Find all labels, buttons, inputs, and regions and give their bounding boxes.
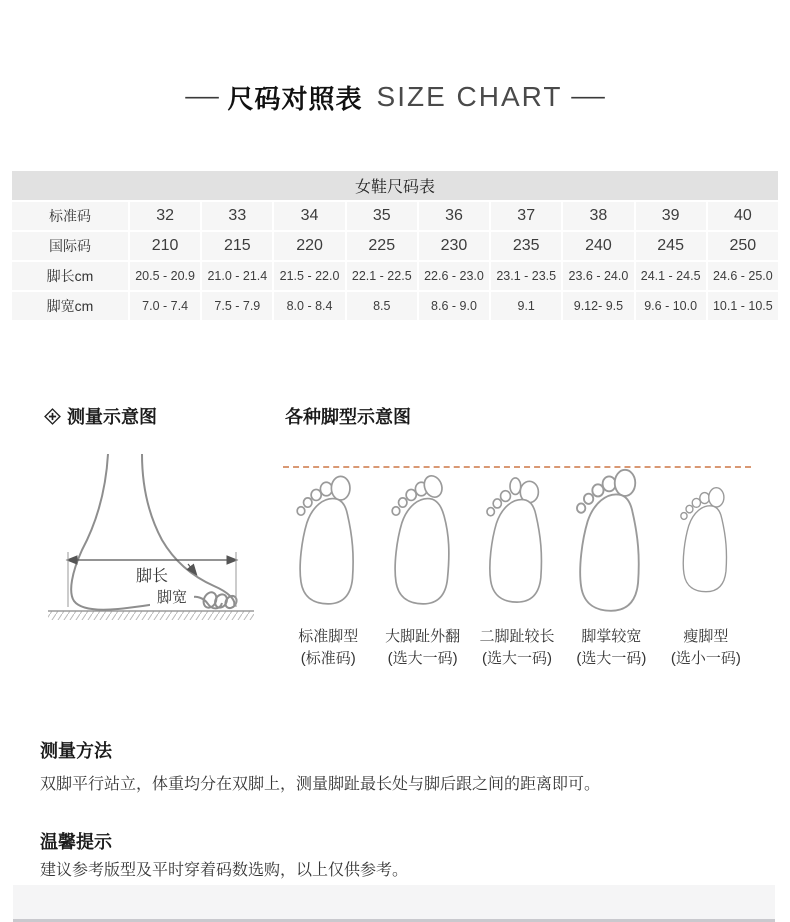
foot-type-name: 大脚趾外翻 (385, 628, 461, 645)
foot-thin-illustration (675, 462, 737, 614)
toe-reference-dashed-line (283, 466, 751, 468)
measure-heading-label: 测量示意图 (67, 407, 157, 427)
size-cell: 240 (563, 232, 633, 260)
foot-type-advice: (选小一码) (670, 650, 741, 667)
size-cell: 23.1 - 23.5 (491, 262, 561, 290)
size-cell: 220 (274, 232, 344, 260)
foot-type-name: 标准脚型 (298, 628, 359, 645)
foot-width-label: 脚宽 (156, 589, 188, 606)
size-cell: 7.5 - 7.9 (202, 292, 272, 320)
foot-type-name: 脚掌较宽 (581, 628, 642, 645)
size-cell: 38 (563, 202, 633, 230)
foot-type-labels-row (281, 626, 753, 670)
foot-type-label (281, 626, 375, 670)
size-cell: 37 (491, 202, 561, 230)
size-cell: 21.0 - 21.4 (202, 262, 272, 290)
size-cell: 250 (708, 232, 778, 260)
foot-type-label (564, 626, 658, 670)
size-cell: 36 (419, 202, 489, 230)
ground-hatch (48, 611, 254, 620)
foot-type-item (470, 456, 564, 614)
page-title-english: SIZE CHART (376, 81, 563, 112)
foot-type-advice: (标准码) (300, 650, 356, 667)
foot-types-heading (285, 403, 411, 429)
foot-type-advice: (选大一码) (482, 650, 553, 667)
foot-side-view-illustration (38, 452, 264, 624)
size-cell: 235 (491, 232, 561, 260)
foot-type-advice: (选大一码) (576, 650, 647, 667)
diamond-plus-icon (44, 408, 61, 425)
size-cell: 24.1 - 24.5 (636, 262, 706, 290)
size-cell: 8.5 (347, 292, 417, 320)
foot-type-advice: (选大一码) (387, 650, 458, 667)
size-cell: 9.1 (491, 292, 561, 320)
size-chart-table (12, 171, 778, 320)
foot-type-label (470, 626, 564, 670)
foot-types-panel (281, 456, 753, 686)
foot-long-second-toe-illustration (480, 462, 554, 614)
size-cell: 22.6 - 23.0 (419, 262, 489, 290)
foot-type-name: 瘦脚型 (683, 628, 729, 645)
size-cell: 215 (202, 232, 272, 260)
size-cell: 32 (130, 202, 200, 230)
size-cell: 9.6 - 10.0 (636, 292, 706, 320)
size-cell: 245 (636, 232, 706, 260)
foot-type-item (281, 456, 375, 614)
row-label: 脚长cm (12, 262, 128, 290)
size-cell: 210 (130, 232, 200, 260)
measurement-method-body: 双脚平行站立，体重均分在双脚上，测量脚趾最长处与脚后跟之间的距离即可。 (40, 776, 601, 793)
size-cell: 20.5 - 20.9 (130, 262, 200, 290)
size-cell: 24.6 - 25.0 (708, 262, 778, 290)
size-cell: 9.12- 9.5 (563, 292, 633, 320)
table-row-international-size (12, 232, 778, 260)
row-label: 标准码 (12, 202, 128, 230)
foot-type-label (659, 626, 753, 670)
size-cell: 21.5 - 22.0 (274, 262, 344, 290)
table-row-foot-length (12, 262, 778, 290)
tips-body: 建议参考版型及平时穿着码数选购，以上仅供参考。 (40, 862, 409, 879)
size-cell: 230 (419, 232, 489, 260)
footer-strip (13, 885, 775, 922)
table-caption: 女鞋尺码表 (12, 171, 778, 200)
foot-type-item (564, 456, 658, 614)
size-cell: 8.6 - 9.0 (419, 292, 489, 320)
size-cell: 10.1 - 10.5 (708, 292, 778, 320)
page-title-chinese: 尺码对照表 (227, 83, 363, 114)
page-title (0, 76, 790, 118)
size-cell: 33 (202, 202, 272, 230)
foot-type-label (375, 626, 469, 670)
measure-diagram-heading (44, 403, 157, 429)
size-cell: 23.6 - 24.0 (563, 262, 633, 290)
size-cell: 40 (708, 202, 778, 230)
foot-illustrations-row (281, 456, 753, 614)
measurement-method-heading: 测量方法 (40, 741, 112, 761)
title-left-dash: — (184, 83, 219, 110)
size-cell: 39 (636, 202, 706, 230)
foot-bunion-illustration (385, 462, 461, 614)
foot-wide-illustration (569, 462, 653, 614)
foot-length-label: 脚长 (135, 568, 169, 585)
table-row-standard-size (12, 202, 778, 230)
size-cell: 225 (347, 232, 417, 260)
size-cell: 34 (274, 202, 344, 230)
size-cell: 22.1 - 22.5 (347, 262, 417, 290)
foot-type-name: 二脚趾较长 (479, 628, 555, 645)
foot-type-item (659, 456, 753, 614)
foot-types-heading-label: 各种脚型示意图 (285, 407, 411, 427)
size-cell: 8.0 - 8.4 (274, 292, 344, 320)
row-label: 国际码 (12, 232, 128, 260)
size-cell: 7.0 - 7.4 (130, 292, 200, 320)
foot-type-item (375, 456, 469, 614)
row-label: 脚宽cm (12, 292, 128, 320)
tips-heading: 温馨提示 (40, 832, 112, 852)
table-row-foot-width (12, 292, 778, 320)
foot-standard-illustration (290, 462, 366, 614)
title-right-dash: — (571, 83, 606, 110)
size-cell: 35 (347, 202, 417, 230)
